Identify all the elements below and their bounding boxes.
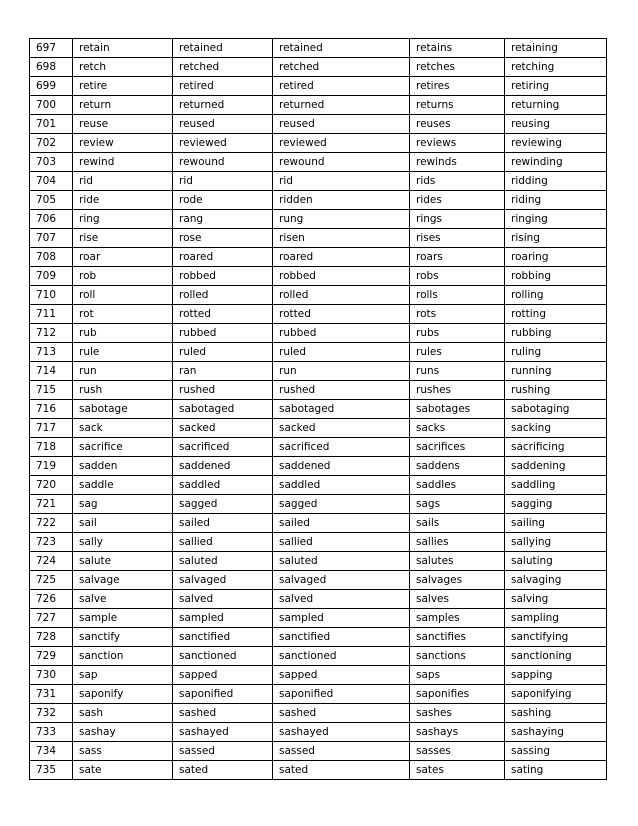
past-simple-cell: saddened xyxy=(173,457,273,476)
past-participle-cell: rotted xyxy=(273,305,410,324)
table-row xyxy=(30,267,607,286)
row-number-cell: 715 xyxy=(30,381,73,400)
table-row xyxy=(30,476,607,495)
present-participle-cell: sating xyxy=(505,761,607,780)
past-simple-cell: retched xyxy=(173,58,273,77)
table-row xyxy=(30,514,607,533)
present-participle-cell: sashaying xyxy=(505,723,607,742)
table-row xyxy=(30,742,607,761)
base-form-cell: reuse xyxy=(73,115,173,134)
table-row xyxy=(30,761,607,780)
third-person-cell: sacks xyxy=(410,419,505,438)
row-number-cell: 734 xyxy=(30,742,73,761)
base-form-cell: sag xyxy=(73,495,173,514)
present-participle-cell: sallying xyxy=(505,533,607,552)
past-participle-cell: sallied xyxy=(273,533,410,552)
base-form-cell: retain xyxy=(73,39,173,58)
table-row xyxy=(30,552,607,571)
third-person-cell: sashes xyxy=(410,704,505,723)
past-simple-cell: retained xyxy=(173,39,273,58)
past-participle-cell: sashayed xyxy=(273,723,410,742)
base-form-cell: salute xyxy=(73,552,173,571)
base-form-cell: sack xyxy=(73,419,173,438)
third-person-cell: sanctifies xyxy=(410,628,505,647)
row-number-cell: 714 xyxy=(30,362,73,381)
base-form-cell: retire xyxy=(73,77,173,96)
present-participle-cell: sapping xyxy=(505,666,607,685)
third-person-cell: rids xyxy=(410,172,505,191)
row-number-cell: 731 xyxy=(30,685,73,704)
third-person-cell: rides xyxy=(410,191,505,210)
present-participle-cell: ruling xyxy=(505,343,607,362)
table-row xyxy=(30,666,607,685)
table-row xyxy=(30,647,607,666)
present-participle-cell: reviewing xyxy=(505,134,607,153)
base-form-cell: salvage xyxy=(73,571,173,590)
base-form-cell: rule xyxy=(73,343,173,362)
third-person-cell: retains xyxy=(410,39,505,58)
row-number-cell: 735 xyxy=(30,761,73,780)
past-simple-cell: robbed xyxy=(173,267,273,286)
row-number-cell: 723 xyxy=(30,533,73,552)
table-row xyxy=(30,628,607,647)
base-form-cell: rise xyxy=(73,229,173,248)
table-row xyxy=(30,248,607,267)
table-row xyxy=(30,343,607,362)
past-simple-cell: salvaged xyxy=(173,571,273,590)
third-person-cell: rushes xyxy=(410,381,505,400)
table-row xyxy=(30,58,607,77)
table-row xyxy=(30,457,607,476)
third-person-cell: sails xyxy=(410,514,505,533)
present-participle-cell: sagging xyxy=(505,495,607,514)
third-person-cell: salvages xyxy=(410,571,505,590)
base-form-cell: rub xyxy=(73,324,173,343)
row-number-cell: 702 xyxy=(30,134,73,153)
row-number-cell: 710 xyxy=(30,286,73,305)
present-participle-cell: salvaging xyxy=(505,571,607,590)
past-participle-cell: sampled xyxy=(273,609,410,628)
row-number-cell: 704 xyxy=(30,172,73,191)
base-form-cell: sanctify xyxy=(73,628,173,647)
table-row xyxy=(30,191,607,210)
past-participle-cell: reviewed xyxy=(273,134,410,153)
past-simple-cell: roared xyxy=(173,248,273,267)
base-form-cell: rid xyxy=(73,172,173,191)
present-participle-cell: returning xyxy=(505,96,607,115)
past-participle-cell: retired xyxy=(273,77,410,96)
base-form-cell: sap xyxy=(73,666,173,685)
third-person-cell: sabotages xyxy=(410,400,505,419)
row-number-cell: 725 xyxy=(30,571,73,590)
table-row xyxy=(30,305,607,324)
table-row xyxy=(30,438,607,457)
row-number-cell: 697 xyxy=(30,39,73,58)
present-participle-cell: retching xyxy=(505,58,607,77)
past-simple-cell: sashayed xyxy=(173,723,273,742)
past-simple-cell: rode xyxy=(173,191,273,210)
table-row xyxy=(30,39,607,58)
third-person-cell: rewinds xyxy=(410,153,505,172)
table-row xyxy=(30,96,607,115)
past-participle-cell: sashed xyxy=(273,704,410,723)
present-participle-cell: sanctioning xyxy=(505,647,607,666)
third-person-cell: robs xyxy=(410,267,505,286)
base-form-cell: sail xyxy=(73,514,173,533)
verb-table-body xyxy=(30,39,607,780)
past-simple-cell: rubbed xyxy=(173,324,273,343)
present-participle-cell: sacking xyxy=(505,419,607,438)
present-participle-cell: rushing xyxy=(505,381,607,400)
past-simple-cell: ran xyxy=(173,362,273,381)
past-simple-cell: rang xyxy=(173,210,273,229)
past-participle-cell: run xyxy=(273,362,410,381)
third-person-cell: retires xyxy=(410,77,505,96)
past-simple-cell: sabotaged xyxy=(173,400,273,419)
past-simple-cell: sashed xyxy=(173,704,273,723)
third-person-cell: returns xyxy=(410,96,505,115)
present-participle-cell: rising xyxy=(505,229,607,248)
past-participle-cell: rolled xyxy=(273,286,410,305)
base-form-cell: sate xyxy=(73,761,173,780)
base-form-cell: ride xyxy=(73,191,173,210)
third-person-cell: rots xyxy=(410,305,505,324)
past-participle-cell: sacrificed xyxy=(273,438,410,457)
present-participle-cell: ridding xyxy=(505,172,607,191)
present-participle-cell: rolling xyxy=(505,286,607,305)
third-person-cell: sasses xyxy=(410,742,505,761)
past-participle-cell: ridden xyxy=(273,191,410,210)
past-participle-cell: risen xyxy=(273,229,410,248)
third-person-cell: runs xyxy=(410,362,505,381)
table-row xyxy=(30,419,607,438)
row-number-cell: 732 xyxy=(30,704,73,723)
base-form-cell: rob xyxy=(73,267,173,286)
past-participle-cell: saluted xyxy=(273,552,410,571)
present-participle-cell: saddling xyxy=(505,476,607,495)
past-participle-cell: reused xyxy=(273,115,410,134)
present-participle-cell: robbing xyxy=(505,267,607,286)
present-participle-cell: sailing xyxy=(505,514,607,533)
past-simple-cell: rose xyxy=(173,229,273,248)
past-simple-cell: ruled xyxy=(173,343,273,362)
base-form-cell: sabotage xyxy=(73,400,173,419)
past-simple-cell: sanctioned xyxy=(173,647,273,666)
third-person-cell: saps xyxy=(410,666,505,685)
present-participle-cell: saponifying xyxy=(505,685,607,704)
present-participle-cell: roaring xyxy=(505,248,607,267)
table-row xyxy=(30,134,607,153)
third-person-cell: saddens xyxy=(410,457,505,476)
row-number-cell: 730 xyxy=(30,666,73,685)
row-number-cell: 721 xyxy=(30,495,73,514)
base-form-cell: roar xyxy=(73,248,173,267)
past-participle-cell: returned xyxy=(273,96,410,115)
table-row xyxy=(30,77,607,96)
past-simple-cell: rolled xyxy=(173,286,273,305)
present-participle-cell: sassing xyxy=(505,742,607,761)
base-form-cell: review xyxy=(73,134,173,153)
verb-forms-table xyxy=(29,38,607,780)
row-number-cell: 698 xyxy=(30,58,73,77)
third-person-cell: saddles xyxy=(410,476,505,495)
table-row xyxy=(30,210,607,229)
table-row xyxy=(30,704,607,723)
past-simple-cell: returned xyxy=(173,96,273,115)
base-form-cell: sashay xyxy=(73,723,173,742)
present-participle-cell: retiring xyxy=(505,77,607,96)
third-person-cell: rises xyxy=(410,229,505,248)
base-form-cell: rewind xyxy=(73,153,173,172)
third-person-cell: salutes xyxy=(410,552,505,571)
present-participle-cell: sabotaging xyxy=(505,400,607,419)
third-person-cell: rolls xyxy=(410,286,505,305)
present-participle-cell: riding xyxy=(505,191,607,210)
table-row xyxy=(30,609,607,628)
base-form-cell: sadden xyxy=(73,457,173,476)
base-form-cell: sample xyxy=(73,609,173,628)
table-row xyxy=(30,590,607,609)
past-participle-cell: rubbed xyxy=(273,324,410,343)
third-person-cell: rubs xyxy=(410,324,505,343)
past-simple-cell: salved xyxy=(173,590,273,609)
table-row xyxy=(30,533,607,552)
third-person-cell: sashays xyxy=(410,723,505,742)
past-simple-cell: reviewed xyxy=(173,134,273,153)
table-row xyxy=(30,685,607,704)
third-person-cell: samples xyxy=(410,609,505,628)
row-number-cell: 699 xyxy=(30,77,73,96)
present-participle-cell: rotting xyxy=(505,305,607,324)
row-number-cell: 727 xyxy=(30,609,73,628)
third-person-cell: rules xyxy=(410,343,505,362)
past-participle-cell: sapped xyxy=(273,666,410,685)
past-participle-cell: sacked xyxy=(273,419,410,438)
table-row xyxy=(30,381,607,400)
table-row xyxy=(30,172,607,191)
row-number-cell: 700 xyxy=(30,96,73,115)
past-simple-cell: sallied xyxy=(173,533,273,552)
third-person-cell: sates xyxy=(410,761,505,780)
table-row xyxy=(30,153,607,172)
past-simple-cell: reused xyxy=(173,115,273,134)
row-number-cell: 712 xyxy=(30,324,73,343)
past-simple-cell: rotted xyxy=(173,305,273,324)
third-person-cell: sanctions xyxy=(410,647,505,666)
base-form-cell: rush xyxy=(73,381,173,400)
past-simple-cell: retired xyxy=(173,77,273,96)
past-participle-cell: retained xyxy=(273,39,410,58)
base-form-cell: retch xyxy=(73,58,173,77)
base-form-cell: return xyxy=(73,96,173,115)
past-simple-cell: sagged xyxy=(173,495,273,514)
past-simple-cell: sailed xyxy=(173,514,273,533)
past-simple-cell: sanctified xyxy=(173,628,273,647)
past-simple-cell: saponified xyxy=(173,685,273,704)
base-form-cell: salve xyxy=(73,590,173,609)
present-participle-cell: rubbing xyxy=(505,324,607,343)
present-participle-cell: sampling xyxy=(505,609,607,628)
base-form-cell: roll xyxy=(73,286,173,305)
row-number-cell: 717 xyxy=(30,419,73,438)
row-number-cell: 733 xyxy=(30,723,73,742)
present-participle-cell: running xyxy=(505,362,607,381)
row-number-cell: 708 xyxy=(30,248,73,267)
third-person-cell: rings xyxy=(410,210,505,229)
row-number-cell: 701 xyxy=(30,115,73,134)
past-simple-cell: rid xyxy=(173,172,273,191)
past-participle-cell: saponified xyxy=(273,685,410,704)
past-participle-cell: saddened xyxy=(273,457,410,476)
row-number-cell: 706 xyxy=(30,210,73,229)
base-form-cell: sash xyxy=(73,704,173,723)
present-participle-cell: rewinding xyxy=(505,153,607,172)
row-number-cell: 705 xyxy=(30,191,73,210)
present-participle-cell: reusing xyxy=(505,115,607,134)
past-participle-cell: sated xyxy=(273,761,410,780)
past-simple-cell: sacrificed xyxy=(173,438,273,457)
past-simple-cell: sated xyxy=(173,761,273,780)
base-form-cell: run xyxy=(73,362,173,381)
third-person-cell: sags xyxy=(410,495,505,514)
past-participle-cell: salvaged xyxy=(273,571,410,590)
present-participle-cell: sanctifying xyxy=(505,628,607,647)
row-number-cell: 703 xyxy=(30,153,73,172)
table-row xyxy=(30,723,607,742)
row-number-cell: 707 xyxy=(30,229,73,248)
past-participle-cell: sassed xyxy=(273,742,410,761)
present-participle-cell: sacrificing xyxy=(505,438,607,457)
row-number-cell: 713 xyxy=(30,343,73,362)
past-simple-cell: rewound xyxy=(173,153,273,172)
row-number-cell: 711 xyxy=(30,305,73,324)
table-row xyxy=(30,324,607,343)
table-row xyxy=(30,495,607,514)
past-simple-cell: sassed xyxy=(173,742,273,761)
present-participle-cell: saluting xyxy=(505,552,607,571)
past-simple-cell: sampled xyxy=(173,609,273,628)
row-number-cell: 728 xyxy=(30,628,73,647)
past-simple-cell: sacked xyxy=(173,419,273,438)
past-participle-cell: rung xyxy=(273,210,410,229)
past-simple-cell: sapped xyxy=(173,666,273,685)
past-participle-cell: rid xyxy=(273,172,410,191)
past-simple-cell: rushed xyxy=(173,381,273,400)
past-participle-cell: rushed xyxy=(273,381,410,400)
table-row xyxy=(30,571,607,590)
table-row xyxy=(30,229,607,248)
base-form-cell: rot xyxy=(73,305,173,324)
past-simple-cell: saluted xyxy=(173,552,273,571)
past-participle-cell: retched xyxy=(273,58,410,77)
third-person-cell: roars xyxy=(410,248,505,267)
table-row xyxy=(30,362,607,381)
base-form-cell: sanction xyxy=(73,647,173,666)
table-row xyxy=(30,400,607,419)
past-participle-cell: sagged xyxy=(273,495,410,514)
third-person-cell: saponifies xyxy=(410,685,505,704)
past-participle-cell: rewound xyxy=(273,153,410,172)
row-number-cell: 722 xyxy=(30,514,73,533)
third-person-cell: reviews xyxy=(410,134,505,153)
row-number-cell: 719 xyxy=(30,457,73,476)
present-participle-cell: sashing xyxy=(505,704,607,723)
past-participle-cell: sanctified xyxy=(273,628,410,647)
third-person-cell: reuses xyxy=(410,115,505,134)
base-form-cell: saddle xyxy=(73,476,173,495)
base-form-cell: ring xyxy=(73,210,173,229)
past-participle-cell: robbed xyxy=(273,267,410,286)
present-participle-cell: saddening xyxy=(505,457,607,476)
past-participle-cell: sailed xyxy=(273,514,410,533)
past-participle-cell: roared xyxy=(273,248,410,267)
table-row xyxy=(30,115,607,134)
present-participle-cell: retaining xyxy=(505,39,607,58)
base-form-cell: sally xyxy=(73,533,173,552)
past-participle-cell: ruled xyxy=(273,343,410,362)
table-row xyxy=(30,286,607,305)
present-participle-cell: salving xyxy=(505,590,607,609)
base-form-cell: sacrifice xyxy=(73,438,173,457)
base-form-cell: saponify xyxy=(73,685,173,704)
third-person-cell: salves xyxy=(410,590,505,609)
past-simple-cell: saddled xyxy=(173,476,273,495)
row-number-cell: 729 xyxy=(30,647,73,666)
row-number-cell: 716 xyxy=(30,400,73,419)
third-person-cell: retches xyxy=(410,58,505,77)
row-number-cell: 724 xyxy=(30,552,73,571)
row-number-cell: 718 xyxy=(30,438,73,457)
base-form-cell: sass xyxy=(73,742,173,761)
past-participle-cell: sanctioned xyxy=(273,647,410,666)
past-participle-cell: saddled xyxy=(273,476,410,495)
third-person-cell: sacrifices xyxy=(410,438,505,457)
third-person-cell: sallies xyxy=(410,533,505,552)
present-participle-cell: ringing xyxy=(505,210,607,229)
row-number-cell: 726 xyxy=(30,590,73,609)
past-participle-cell: sabotaged xyxy=(273,400,410,419)
past-participle-cell: salved xyxy=(273,590,410,609)
row-number-cell: 709 xyxy=(30,267,73,286)
row-number-cell: 720 xyxy=(30,476,73,495)
